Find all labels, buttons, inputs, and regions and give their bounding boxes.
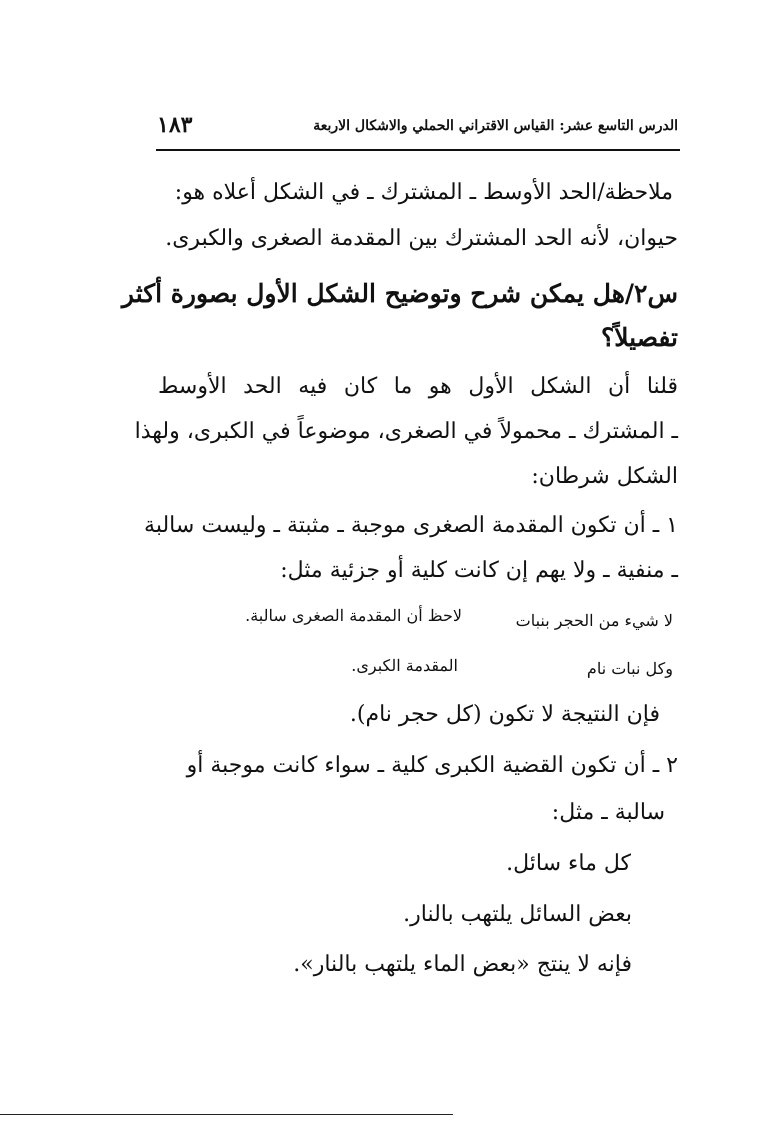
note-line-2: حيوان، لأنه الحد المشترك بين المقدمة الصغرى والكبرى. — [165, 226, 678, 251]
example-2-premise-2: بعض السائل يلتهب بالنار. — [403, 902, 632, 927]
running-header-title: الدرس التاسع عشر: القياس الاقتراني الحملي والاشكال الاربعة — [313, 118, 678, 134]
page-number: ١٨٣ — [157, 112, 193, 138]
question-line-1: س٢/هل يمكن شرح وتوضيح الشكل الأول بصورة أكثر — [121, 279, 678, 308]
answer-line-1: قلنا أن الشكل الأول هو ما كان فيه الحد الأوسط — [158, 374, 678, 399]
condition-2-line-1: ٢ ـ أن تكون القضية الكبرى كلية ـ سواء كانت موجبة أو — [186, 753, 678, 778]
example-1-note-2: المقدمة الكبرى. — [351, 656, 458, 675]
example-1-premise-2: وكل نبات نام — [586, 659, 673, 678]
condition-1-line-1: ١ ـ أن تكون المقدمة الصغرى موجبة ـ مثبتة ـ وليست سالبة — [144, 513, 678, 538]
condition-2-line-2: سالبة ـ مثل: — [551, 800, 665, 825]
question-line-2: تفصيلاً؟ — [600, 323, 678, 352]
example-1-note-1: لاحظ أن المقدمة الصغرى سالبة. — [245, 606, 462, 625]
header-divider — [156, 149, 680, 151]
answer-line-2: ـ المشترك ـ محمولاً في الصغرى، موضوعاً في الكبرى، ولهذا — [134, 419, 678, 444]
example-2-premise-1: كل ماء سائل. — [506, 851, 631, 876]
footer-divider — [0, 1114, 453, 1115]
example-1-premise-1: لا شيء من الحجر بنبات — [515, 611, 673, 630]
condition-1-line-2: ـ منفية ـ ولا يهم إن كانت كلية أو جزئية مثل: — [280, 558, 678, 583]
note-line-1: ملاحظة/الحد الأوسط ـ المشترك ـ في الشكل أعلاه هو: — [174, 180, 673, 205]
answer-line-3: الشكل شرطان: — [531, 464, 678, 489]
example-1-result: فإن النتيجة لا تكون (كل حجر نام). — [349, 702, 660, 727]
example-2-result: فإنه لا ينتج «بعض الماء يلتهب بالنار». — [293, 952, 632, 977]
